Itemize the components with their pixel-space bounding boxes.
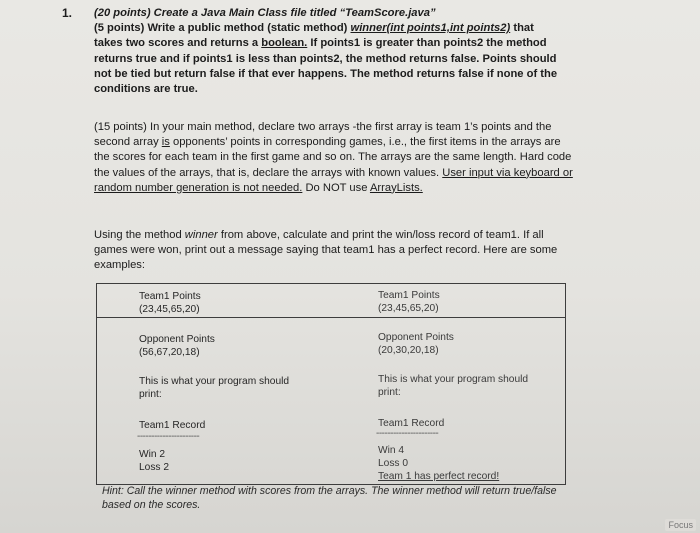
- right-team-values: (23,45,65,20): [378, 303, 439, 315]
- part3-text-a: Using the method: [94, 229, 185, 241]
- boolean-word: boolean.: [261, 37, 308, 50]
- part1-line-2: [94, 36, 574, 51]
- right-record-label: Team1 Record: [378, 418, 445, 429]
- left-opp-values: (56,67,20,18): [139, 347, 200, 359]
- arraylists-word: ArrayLists.: [369, 181, 423, 194]
- left-print-line2: print:: [139, 389, 162, 401]
- part3-block: [94, 228, 574, 274]
- focus-label: Focus: [668, 520, 693, 530]
- part2-block: [94, 120, 574, 196]
- left-win: Win 2: [139, 449, 166, 460]
- part1-text-a: (5 points) Write a public method (static method): [94, 22, 351, 35]
- right-print-line1: This is what your program should: [378, 374, 529, 385]
- focus-button[interactable]: [665, 519, 696, 531]
- right-team-label: Team1 Points: [378, 290, 440, 301]
- right-opponent-points: [378, 331, 454, 357]
- part1-heading: [94, 6, 574, 21]
- part2-text-c: Do NOT use: [302, 181, 370, 194]
- hint-text: Hint: Call the winner method with scores from the arrays. The winner method will return true/false based on the scores.: [102, 485, 557, 511]
- part1-block: [94, 6, 574, 97]
- question-number: 1.: [62, 6, 73, 20]
- examples-table: [96, 283, 566, 485]
- left-team-values: (23,45,65,20): [139, 304, 200, 316]
- left-record-label: Team1 Record: [139, 420, 206, 431]
- part3-paragraph: [94, 228, 574, 274]
- part2-is-word: is: [161, 136, 170, 149]
- part1-text-c: takes two scores and returns a: [94, 37, 262, 50]
- part1-line-3: returns true and if points1 is less than points2, the method returns false. Points should: [94, 52, 557, 65]
- winner-signature: winner(int points1,int points2): [350, 22, 511, 35]
- right-dashes: ----------------------: [376, 428, 439, 439]
- left-print-line1: This is what your program should: [139, 376, 290, 387]
- right-print-line2: print:: [378, 387, 401, 399]
- table-divider: [97, 317, 565, 318]
- part1-line-1: [94, 21, 574, 36]
- right-team-points: [378, 289, 440, 315]
- left-team-label: Team1 Points: [139, 291, 201, 302]
- right-print-instruction: [378, 373, 528, 399]
- part1-text-b: that: [510, 22, 534, 35]
- part1-heading-text: (20 points) Create a Java Main Class file titled “TeamScore.java”: [94, 7, 436, 19]
- part3-text-b: from above, calculate and print the win/loss record of team1. If all games were won, print out a message saying that team1 has a perfect record. Here are some examples:: [94, 229, 558, 272]
- right-win: Win 4: [378, 445, 405, 456]
- left-opp-label: Opponent Points: [139, 334, 215, 345]
- part1-line-4: not be tied but return false if that ever happens. The method returns false if none of the: [94, 67, 558, 80]
- part3-winner-word: winner: [184, 229, 218, 241]
- left-team-points: [139, 290, 201, 316]
- left-record: [139, 448, 169, 474]
- right-record: [378, 444, 499, 484]
- part2-text-b: opponents’ points in corresponding games, i.e., the first items in the arrays are the scores for each team in the first game and so on. The arrays are the same length. Hard code the values of the arrays, that is, declare the arrays with known values.: [94, 136, 572, 179]
- left-dashes: ----------------------: [137, 431, 200, 442]
- part1-line-5: conditions are true.: [94, 83, 198, 96]
- right-loss: Loss 0: [378, 458, 409, 470]
- part2-underlined: User input via keyboard or random number generation is not needed.: [94, 166, 573, 194]
- part2-paragraph: [94, 120, 574, 196]
- part1-text-d: If points1 is greater than points2 the method: [307, 37, 547, 50]
- left-opponent-points: [139, 333, 215, 359]
- left-print-instruction: [139, 375, 289, 401]
- right-perfect-message: Team 1 has perfect record!: [378, 471, 500, 483]
- left-loss: Loss 2: [139, 462, 170, 474]
- part2-text-a: (15 points) In your main method, declare two arrays -the first array is team 1’s points and the second array: [94, 121, 552, 149]
- right-opp-values: (20,30,20,18): [378, 345, 439, 357]
- right-opp-label: Opponent Points: [378, 332, 454, 343]
